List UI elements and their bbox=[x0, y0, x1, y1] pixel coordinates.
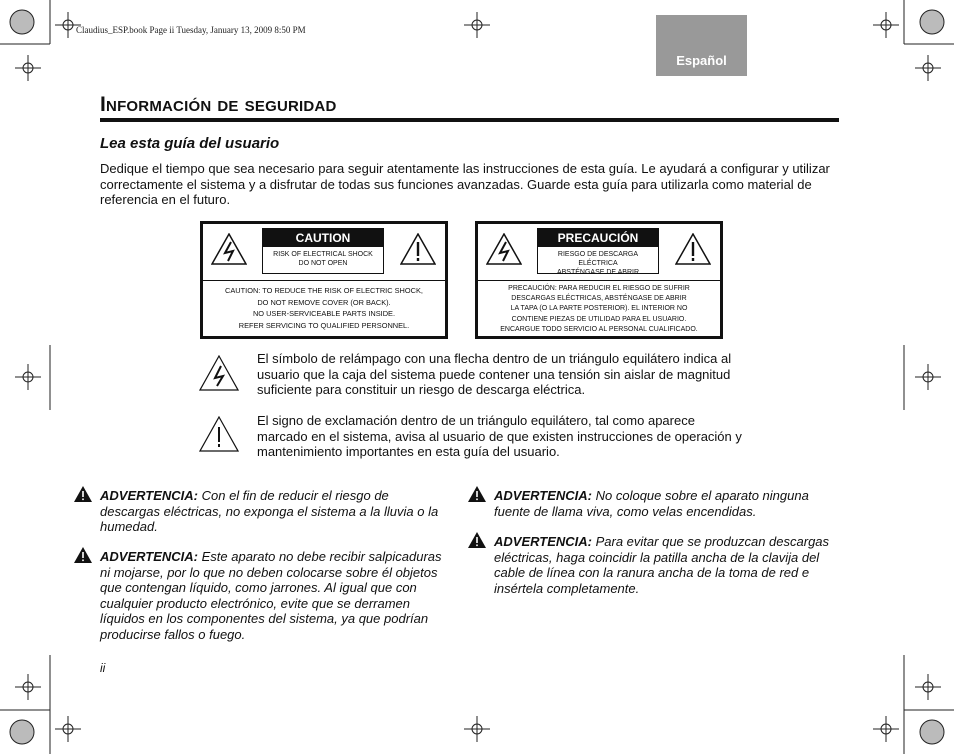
label-body-line: REFER SERVICING TO QUALIFIED PERSONNEL. bbox=[238, 320, 410, 330]
warning-icon bbox=[73, 546, 93, 564]
warning-text: Con el fin de reducir el riesgo de descargas eléctricas, no exponga el sistema a la lluvia o la humedad. bbox=[100, 488, 439, 534]
label-heading: CAUTION bbox=[263, 229, 383, 247]
label-body-line: DO NOT REMOVE COVER (OR BACK). bbox=[257, 297, 391, 307]
label-subtext bbox=[538, 250, 658, 277]
lightning-triangle-icon bbox=[486, 233, 522, 265]
warning-item bbox=[100, 488, 446, 535]
label-top-panel bbox=[478, 224, 720, 281]
file-info-line: Claudius_ESP.book Page ii Tuesday, January 13, 2009 8:50 PM bbox=[76, 25, 306, 35]
warning-item bbox=[494, 488, 839, 519]
label-body-line: CONTIENE PIEZAS DE UTILIDAD PARA EL USUARIO. bbox=[511, 315, 687, 323]
warning-text: No coloque sobre el aparato ninguna fuente de llama viva, como velas encendidas. bbox=[494, 488, 809, 519]
label-top-panel bbox=[203, 224, 445, 281]
page-title: Información de seguridad bbox=[100, 93, 337, 116]
exclamation-triangle-icon bbox=[400, 233, 436, 265]
warning-label: ADVERTENCIA: bbox=[494, 488, 592, 503]
label-body-line: CAUTION: TO REDUCE THE RISK OF ELECTRIC SHOCK, bbox=[225, 286, 423, 295]
label-subtext bbox=[263, 250, 383, 268]
label-body-line: PRECAUCIÓN: PARA REDUCIR EL RIESGO DE SUFRIR bbox=[508, 285, 690, 292]
label-center-box bbox=[262, 228, 384, 274]
label-body-line: LA TAPA (O LA PARTE POSTERIOR). EL INTERIOR NO bbox=[510, 305, 688, 313]
label-subtext-line: RIESGO DE DESCARGA ELÉCTRICA bbox=[557, 251, 639, 267]
intro-paragraph: Dedique el tiempo que sea necesario para seguir atentamente las instrucciones de esta guía. Le ayudará a configurar y utilizar correctamente el sistema y a disfrutar de todas sus funciones avanzadas. Guarde esta guía para utilizarla como material de referencia en el futuro. bbox=[100, 161, 830, 207]
label-body bbox=[478, 284, 720, 335]
label-subtext-line: RISK OF ELECTRICAL SHOCK bbox=[273, 251, 373, 258]
warning-icon bbox=[73, 485, 93, 503]
warning-text: Este aparato no debe recibir salpicaduras ni mojarse, por lo que no deben colocarse sobre él objetos que contengan líquido, como jarrones. Al igual que con cualquier producto electrónico, evite que se derramen líquidos en los componentes del sistema, ya que podrían producirse fallos o fuego. bbox=[100, 549, 442, 642]
label-body bbox=[203, 285, 445, 331]
label-center-box bbox=[537, 228, 659, 274]
label-body-line: NO USER-SERVICEABLE PARTS INSIDE. bbox=[252, 309, 396, 318]
label-heading: PRECAUCIÓN bbox=[538, 229, 658, 247]
exclamation-triangle-icon bbox=[675, 233, 711, 265]
warning-item bbox=[100, 549, 446, 642]
language-tab-label: Español bbox=[676, 53, 727, 68]
lightning-triangle-icon bbox=[211, 233, 247, 265]
warning-label: ADVERTENCIA: bbox=[100, 488, 198, 503]
warning-label: ADVERTENCIA: bbox=[494, 534, 592, 549]
exclamation-symbol-description: El signo de exclamación dentro de un triángulo equilátero, tal como aparece marcado en el sistema, avisa al usuario de que existen instrucciones de operación y mantenimiento importantes en esta guía del usuario. bbox=[257, 413, 742, 459]
label-subtext-line: DO NOT OPEN bbox=[298, 260, 348, 267]
section-heading: Lea esta guía del usuario bbox=[100, 135, 280, 152]
title-rule bbox=[100, 118, 839, 122]
lightning-symbol-description: El símbolo de relámpago con una flecha dentro de un triángulo equilátero indica al usuario que la caja del sistema puede contener una tensión sin aislar de magnitud suficiente para constituir un riesgo de descarga eléctrica. bbox=[257, 351, 732, 397]
language-tab bbox=[656, 15, 747, 76]
page-number: ii bbox=[100, 661, 106, 675]
caution-label-english bbox=[200, 221, 448, 339]
warning-icon bbox=[467, 531, 487, 549]
caution-label-spanish bbox=[475, 221, 723, 339]
label-body-line: ENCARGUE TODO SERVICIO AL PERSONAL CUALIFICADO. bbox=[500, 325, 698, 333]
lightning-triangle-icon bbox=[199, 355, 239, 391]
label-body-line: DESCARGAS ELÉCTRICAS, ABSTÉNGASE DE ABRIR bbox=[511, 295, 687, 303]
label-subtext-line: ABSTÉNGASE DE ABRIR bbox=[556, 269, 640, 276]
warning-label: ADVERTENCIA: bbox=[100, 549, 198, 564]
warning-text: Para evitar que se produzcan descargas eléctricas, haga coincidir la patilla ancha de la clavija del cable de línea con la ranura ancha de la toma de red e insértela completamente. bbox=[494, 534, 830, 596]
warning-icon bbox=[467, 485, 487, 503]
warning-item bbox=[494, 534, 839, 596]
exclamation-triangle-icon bbox=[199, 416, 239, 452]
